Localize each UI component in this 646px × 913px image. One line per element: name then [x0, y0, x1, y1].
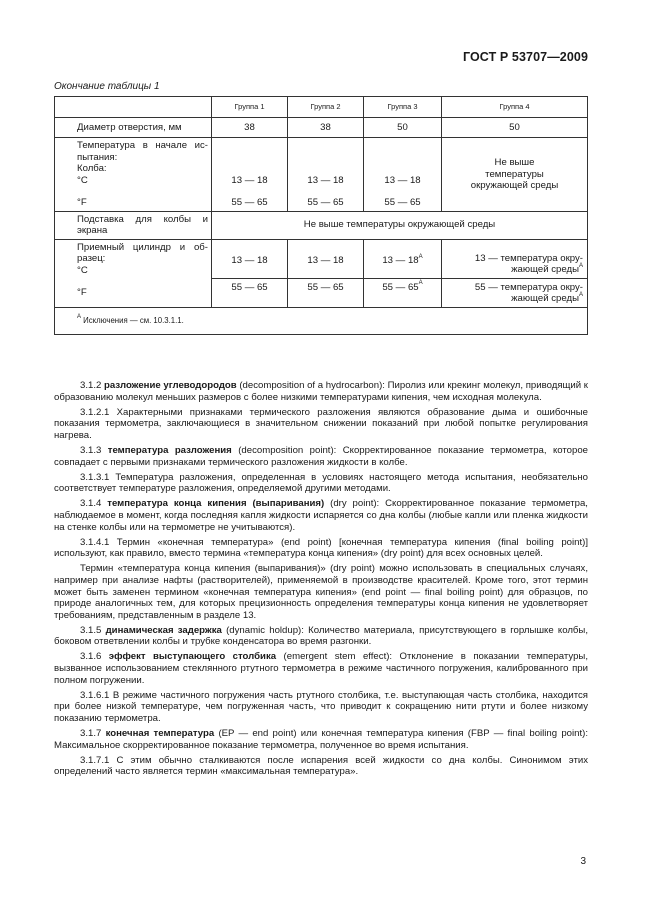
table-cell: 13 — 18: [288, 239, 364, 278]
table-footnote-row: [55, 307, 588, 334]
table-cell: 50: [442, 118, 588, 138]
footnote-sup: A: [578, 291, 583, 298]
term: динамическая задержка: [105, 624, 222, 636]
spec-table: [54, 96, 588, 335]
paragraph-text: (decomposition point): Скорректированное показание термометра, которое совпадает с первыми признаками термического разложения жидкости в колбе.: [54, 444, 589, 468]
term: конечная температура: [105, 728, 215, 740]
section-number: 3.1.2: [80, 380, 105, 391]
value-c: 13 — 18: [384, 174, 421, 186]
row-label-text: Приемный цилиндр и об-разец:: [77, 241, 208, 264]
row-sublabel: Колба:: [77, 163, 107, 174]
value-f: 55 — 65: [382, 281, 419, 293]
row-label-text: Подставка для колбы и экрана: [77, 213, 208, 236]
paragraph-text: (decomposition of a hydrocarbon): Пиролиз или крекинг молекул, приводящий к образованию молекул меньших размеров с более низкими температурами кипения, чем исходная молекула.: [54, 380, 589, 403]
paragraph-text: (dry point): Скорректированное показание термометра, наблюдаемое в момент, когда последняя капля жидкости испаряется со дна колбы (любые капли или пленка жидкости на стенке колбы или на термометре не учитываются).: [54, 498, 588, 533]
table-cell: [364, 239, 442, 278]
table-cell: 55 — 65: [212, 278, 288, 307]
paragraph: [54, 472, 588, 495]
row-label: [55, 239, 212, 278]
footnote-mark: A: [77, 314, 82, 321]
paragraph-text: Термин «температура конца кипения (выпаривания)» (dry point) можно использовать в специальных случаях, например при анализе нафты (растворителей), применяемой в производстве красителей. Кроме того, этот термин может быть заменен термином «конечная температура кипения» (end point — final boiling point) для образцов, по природе аналогичных тем, для которых прецизионность определения температуры конца кипения не удовлетворяет требованиям, представленным в разделе 13.: [54, 563, 588, 621]
paragraph: [54, 728, 588, 751]
table-cell: [364, 278, 442, 307]
table-cell: [212, 138, 288, 212]
table-row-receiver-f: [55, 278, 588, 307]
value-f: 55 — 65: [384, 197, 421, 208]
paragraph-text: (dynamic holdup): Количество материала, присутствующего в горлышке колбы, боковом ответвлении колбы и трубке конденсатора во время разгонки.: [54, 624, 588, 648]
term: эффект выступающего столбика: [108, 651, 277, 663]
footnote-text: Исключения — см. 10.3.1.1.: [81, 315, 184, 325]
paragraph: [54, 690, 588, 725]
table-cell: [288, 138, 364, 212]
value-f-g4: 55 — температура окру-жающей среды: [474, 281, 583, 304]
value-c: 13 — 18: [382, 255, 419, 266]
table-cell: [442, 239, 588, 278]
footnote-sup: A: [418, 253, 423, 260]
section-number: 3.1.3: [80, 444, 108, 456]
paragraph: [54, 380, 588, 403]
table-cell: Не выше температуры окружающей среды: [442, 138, 588, 212]
value-c: 13 — 18: [231, 174, 268, 186]
header-group-4: Группа 4: [442, 97, 588, 118]
paragraph-text: 3.1.2.1 Характерными признаками термического разложения являются образование дыма и ошибочные показания термометра, заключающиеся в значительном снижении показаний при любой попытке регулирования нагрева.: [54, 406, 588, 441]
paragraph: [54, 563, 588, 621]
value-c: 13 — 18: [307, 174, 344, 186]
page-number: 3: [580, 856, 586, 867]
paragraph-text: 3.1.4.1 Термин «конечная температура» (end point) [конечная температура кипения (final boiling point)] используют, как правило, вместо термина «температура конца кипения» (dry point) для всех основных целей.: [54, 536, 588, 560]
table-row-stand: [55, 211, 588, 239]
table-row-diameter: [55, 118, 588, 138]
paragraph-text: 3.1.7.1 С этим обычно сталкиваются после испарения всей жидкости со дна колбы. Синонимом этих определений часто является термин «максимальная температура».: [54, 754, 588, 778]
paragraph: [54, 445, 588, 468]
section-number: 3.1.4: [80, 498, 108, 510]
table-cell: [442, 278, 588, 307]
paragraph: [54, 651, 588, 686]
table-cell: 55 — 65: [288, 278, 364, 307]
section-number: 3.1.7: [80, 728, 106, 740]
unit-f: °F: [77, 197, 87, 208]
unit-f: °F: [55, 278, 212, 307]
footnote-sup: A: [418, 280, 423, 287]
term: температура конца кипения (выпаривания): [107, 498, 325, 510]
table-cell: 38: [212, 118, 288, 138]
table-footnote: [55, 307, 588, 334]
value-f: 55 — 65: [307, 197, 344, 208]
table-cell: [364, 138, 442, 212]
row-label: [55, 138, 212, 212]
section-number: 3.1.5: [80, 624, 106, 636]
value-c-g4: 13 — температура окру-жающей среды: [474, 252, 583, 275]
header-group-3: Группа 3: [364, 97, 442, 118]
value-f: 55 — 65: [231, 197, 268, 208]
paragraph-text: (emergent stem effect): Отклонение в показании температуры, вызванное использованием стеклянного ртутного термометра в режиме частичного погружения, калиброванного при полном погружении.: [54, 651, 588, 686]
paragraph: [54, 537, 588, 560]
term: температура разложения: [107, 444, 232, 456]
paragraph: [54, 407, 588, 442]
paragraph: [54, 498, 588, 533]
header-group-2: Группа 2: [288, 97, 364, 118]
table-row-temp-start: [55, 138, 588, 212]
paragraph: [54, 755, 588, 778]
document-body: [54, 380, 588, 781]
table-cell: 13 — 18: [212, 239, 288, 278]
paragraph-text: 3.1.6.1 В режиме частичного погружения часть ртутного столбика, т.е. выступающая часть столбика, находится при более низкой температуре, чем погруженная часть, что приводит к сокращению нити ртути и более низкому показанию термометра.: [54, 689, 588, 724]
footnote-sup: A: [578, 262, 583, 269]
table-caption: Окончание таблицы 1: [54, 81, 160, 92]
table-cell: 50: [364, 118, 442, 138]
row-label-text: Температура в начале ис-пытания:: [77, 140, 208, 163]
unit-c: °C: [77, 264, 88, 276]
table-cell: 38: [288, 118, 364, 138]
section-number: 3.1.6: [80, 651, 109, 663]
unit-c: °C: [77, 174, 88, 186]
table-row-receiver-c: [55, 239, 588, 278]
table-cell: Не выше температуры окружающей среды: [212, 211, 588, 239]
header-group-1: Группа 1: [212, 97, 288, 118]
header-blank: [55, 97, 212, 118]
row-label: [55, 211, 212, 239]
standard-code: ГОСТ Р 53707—2009: [462, 50, 588, 64]
paragraph-text: (EP — end point) или конечная температура кипения (FBP — final boiling point): Максимальное скорректированное показание термометра, полученное во время испытания.: [54, 728, 588, 751]
term: разложение углеводородов: [104, 380, 237, 391]
table-header-row: [55, 97, 588, 118]
row-label: Диаметр отверстия, мм: [55, 118, 212, 138]
paragraph: [54, 625, 588, 648]
paragraph-text: 3.1.3.1 Температура разложения, определенная в условиях настоящего метода испытания, необязательно соответствует температуре разложения, определяемой другими методами.: [54, 471, 588, 495]
